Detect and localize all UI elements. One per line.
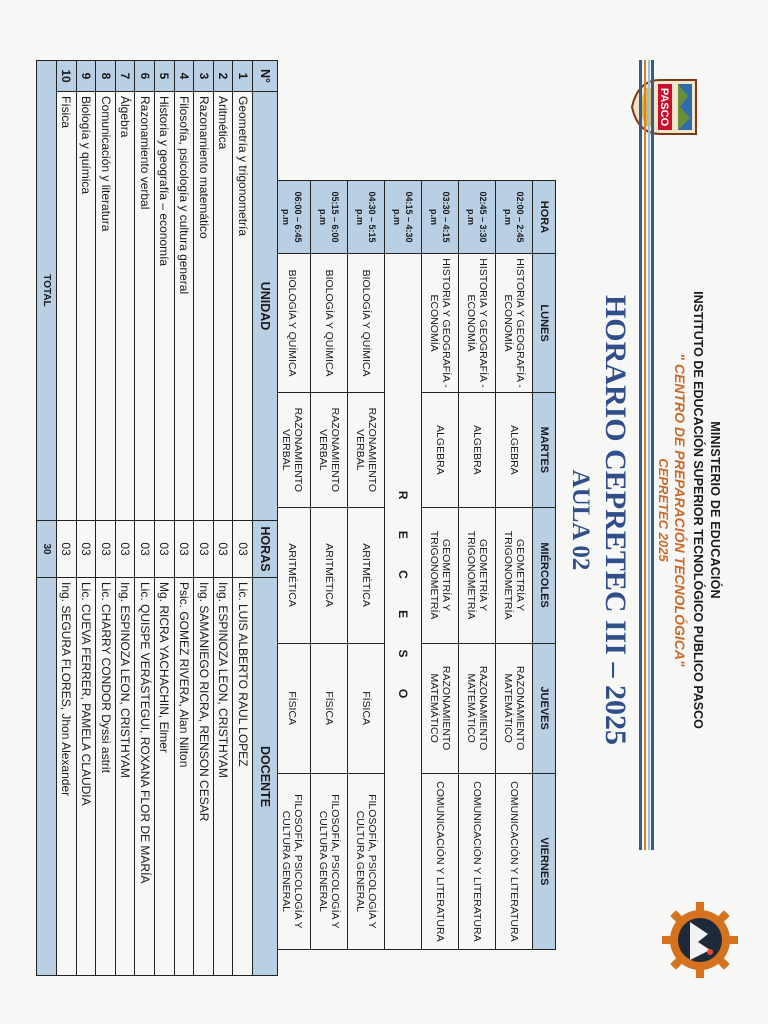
unit-name: Comunicación y literatura bbox=[96, 92, 116, 521]
table-row bbox=[233, 61, 253, 976]
unit-name: Razonamiento matemático bbox=[194, 92, 214, 521]
course-cell: FILOSOFÍA, PSICOLOGÍA Y CULTURA GENERAL bbox=[311, 773, 348, 949]
table-row bbox=[174, 61, 194, 976]
teacher-name: Ing. ESPINOZA LEON, CRISTHYAM bbox=[115, 578, 135, 976]
time-slot: 02:00 – 2:45 p.m bbox=[496, 181, 533, 254]
weekly-schedule-table bbox=[273, 180, 556, 950]
unit-hours: 03 bbox=[115, 521, 135, 578]
course-cell: RAZONAMIENTO MATEMÁTICO bbox=[496, 643, 533, 773]
schedule-row bbox=[348, 181, 385, 950]
course-cell: RAZONAMIENTO MATEMÁTICO bbox=[422, 643, 459, 773]
unit-hours: 03 bbox=[57, 521, 77, 578]
unit-hours: 03 bbox=[174, 521, 194, 578]
course-cell: HISTORIA Y GEOGRAFÍA - ECONOMÍA bbox=[459, 254, 496, 393]
time-slot: 03:30 – 4:15 p.m bbox=[422, 181, 459, 254]
unit-name: Biología y química bbox=[76, 92, 96, 521]
schedule-row bbox=[459, 181, 496, 950]
schedule-header-row bbox=[533, 181, 556, 950]
schedule-row bbox=[422, 181, 459, 950]
teacher-name: Ing. ESPINOZA LEON, CRISTHYAM bbox=[213, 578, 233, 976]
course-cell: FÍSICA bbox=[348, 643, 385, 773]
course-cell: ALGEBRA bbox=[459, 393, 496, 507]
col-docente: DOCENTE bbox=[253, 578, 278, 976]
col-viernes: VIERNES bbox=[533, 773, 556, 949]
course-cell: RAZONAMIENTO VERBAL bbox=[348, 393, 385, 507]
row-number: 7 bbox=[115, 61, 135, 92]
total-hours: 30 bbox=[37, 521, 57, 578]
teacher-name: Psic. GOMEZ RIVERA, Alan Nilton bbox=[174, 578, 194, 976]
course-cell: HISTORIA Y GEOGRAFÍA - ECONOMÍA bbox=[496, 254, 533, 393]
course-cell: FILOSOFÍA, PSICOLOGÍA Y CULTURA GENERAL bbox=[348, 773, 385, 949]
table-row bbox=[135, 61, 155, 976]
schedule-row bbox=[311, 181, 348, 950]
cepretec-heading: CEPRETEC 2025 bbox=[656, 458, 671, 562]
table-row bbox=[213, 61, 233, 976]
course-cell: ARITMÉTICA bbox=[348, 507, 385, 643]
time-slot: 06:00 – 6:45 p.m bbox=[274, 181, 311, 254]
row-number: 2 bbox=[213, 61, 233, 92]
course-cell: COMUNICACIÓN Y LITERATURA bbox=[496, 773, 533, 949]
header-stripe bbox=[644, 60, 646, 850]
teacher-name: Ing. SAMANIEGO RICRA, RENSON CESAR bbox=[194, 578, 214, 976]
course-cell: FÍSICA bbox=[311, 643, 348, 773]
course-cell: COMUNICACIÓN Y LITERATURA bbox=[459, 773, 496, 949]
row-number: 3 bbox=[194, 61, 214, 92]
course-cell: GEOMETRÍA Y TRIGONOMETRÍA bbox=[459, 507, 496, 643]
recess-label: R E C E S O bbox=[385, 254, 422, 950]
col-jueves: JUEVES bbox=[533, 643, 556, 773]
teacher-name: Ing. SEGURA FLORES, Jhon Alexander bbox=[57, 578, 77, 976]
institute-heading: INSTITUTO DE EDUCACIÓN SUPERIOR TECNOLÓGICO PUBLICO PASCO bbox=[691, 291, 705, 729]
unit-name: Geometría y trigonometría bbox=[233, 92, 253, 521]
col-number: N° bbox=[253, 61, 278, 92]
unit-hours: 03 bbox=[76, 521, 96, 578]
course-cell: BIOLOGÍA Y QUÍMICA bbox=[311, 254, 348, 393]
course-cell: COMUNICACIÓN Y LITERATURA bbox=[422, 773, 459, 949]
unit-name: Historia y geografía – economía bbox=[155, 92, 175, 521]
course-cell: ALGEBRA bbox=[496, 393, 533, 507]
table-row bbox=[155, 61, 175, 976]
unit-hours: 03 bbox=[96, 521, 116, 578]
col-miercoles: MIÉRCOLES bbox=[533, 507, 556, 643]
teacher-name: Lic. CUEVA FERRER, PAMELA CLAUDIA bbox=[76, 578, 96, 976]
course-cell: HISTORIA Y GEOGRAFÍA - ECONOMÍA bbox=[422, 254, 459, 393]
unit-name: Filosofía, psicología y cultura general bbox=[174, 92, 194, 521]
teacher-name: Lic. LUIS ALBERTO RAUL LOPEZ bbox=[233, 578, 253, 976]
row-number: 9 bbox=[76, 61, 96, 92]
table-row bbox=[115, 61, 135, 976]
header-stripe bbox=[651, 60, 654, 850]
course-cell: RAZONAMIENTO VERBAL bbox=[311, 393, 348, 507]
time-slot: 02:45 – 3:30 p.m bbox=[459, 181, 496, 254]
course-cell: RAZONAMIENTO VERBAL bbox=[274, 393, 311, 507]
course-cell: ARITMÉTICA bbox=[311, 507, 348, 643]
header-stripe bbox=[648, 60, 650, 850]
table-row bbox=[194, 61, 214, 976]
total-label: TOTAL bbox=[37, 61, 57, 521]
course-cell: BIOLOGÍA Y QUÍMICA bbox=[274, 254, 311, 393]
center-heading: " CENTRO DE PREPARACIÓN TECNOLÓGICA" bbox=[672, 353, 688, 667]
table-row bbox=[96, 61, 116, 976]
total-row bbox=[37, 61, 57, 976]
recess-row bbox=[385, 181, 422, 950]
course-cell: ALGEBRA bbox=[422, 393, 459, 507]
teacher-name: Lic. CHARRY CONDOR Dyssi astrit bbox=[96, 578, 116, 976]
unit-name: Razonamiento verbal bbox=[135, 92, 155, 521]
course-cell: FÍSICA bbox=[274, 643, 311, 773]
time-slot: 05:15 – 6:00 p.m bbox=[311, 181, 348, 254]
col-martes: MARTES bbox=[533, 393, 556, 507]
unit-hours: 03 bbox=[155, 521, 175, 578]
course-cell: RAZONAMIENTO MATEMÁTICO bbox=[459, 643, 496, 773]
schedule-title: HORARIO CEPRETEC III – 2025 bbox=[599, 294, 632, 746]
row-number: 10 bbox=[57, 61, 77, 92]
header-stripe bbox=[639, 60, 642, 850]
units-table bbox=[36, 60, 278, 976]
row-number: 1 bbox=[233, 61, 253, 92]
time-slot: 04:30 – 5:15 p.m bbox=[348, 181, 385, 254]
course-cell: ARITMÉTICA bbox=[274, 507, 311, 643]
table-row bbox=[57, 61, 77, 976]
row-number: 4 bbox=[174, 61, 194, 92]
schedule-row bbox=[274, 181, 311, 950]
row-number: 8 bbox=[96, 61, 116, 92]
ministry-heading: MINISTERIO DE EDUCACIÓN bbox=[708, 421, 722, 599]
col-hora: HORA bbox=[533, 181, 556, 254]
course-cell: GEOMETRÍA Y TRIGONOMETRÍA bbox=[496, 507, 533, 643]
unit-name: Aritmética bbox=[213, 92, 233, 521]
teacher-name: Lic. QUISPE VERÁSTEGUI, ROXANA FLOR DE MARÍA bbox=[135, 578, 155, 976]
unit-name: Álgebra bbox=[115, 92, 135, 521]
unit-name: Física bbox=[57, 92, 77, 521]
classroom-title: AULA 02 bbox=[567, 469, 594, 571]
unit-hours: 03 bbox=[233, 521, 253, 578]
row-number: 6 bbox=[135, 61, 155, 92]
units-header-row bbox=[253, 61, 278, 976]
col-horas: HORAS bbox=[253, 521, 278, 578]
schedule-row bbox=[496, 181, 533, 950]
unit-hours: 03 bbox=[194, 521, 214, 578]
course-cell: GEOMETRÍA Y TRIGONOMETRÍA bbox=[422, 507, 459, 643]
col-unidad: UNIDAD bbox=[253, 92, 278, 521]
time-slot: 04:15 – 4:30 p.m bbox=[385, 181, 422, 254]
teacher-name: Mg. RICRA YACHACHIN, Elmer bbox=[155, 578, 175, 976]
unit-hours: 03 bbox=[213, 521, 233, 578]
course-cell: FILOSOFÍA, PSICOLOGÍA Y CULTURA GENERAL bbox=[274, 773, 311, 949]
total-empty bbox=[37, 578, 57, 976]
gear-mountain-logo bbox=[660, 900, 740, 980]
table-row bbox=[76, 61, 96, 976]
row-number: 5 bbox=[155, 61, 175, 92]
col-lunes: LUNES bbox=[533, 254, 556, 393]
unit-hours: 03 bbox=[135, 521, 155, 578]
course-cell: BIOLOGÍA Y QUÍMICA bbox=[348, 254, 385, 393]
svg-text:PASCO: PASCO bbox=[658, 87, 670, 127]
